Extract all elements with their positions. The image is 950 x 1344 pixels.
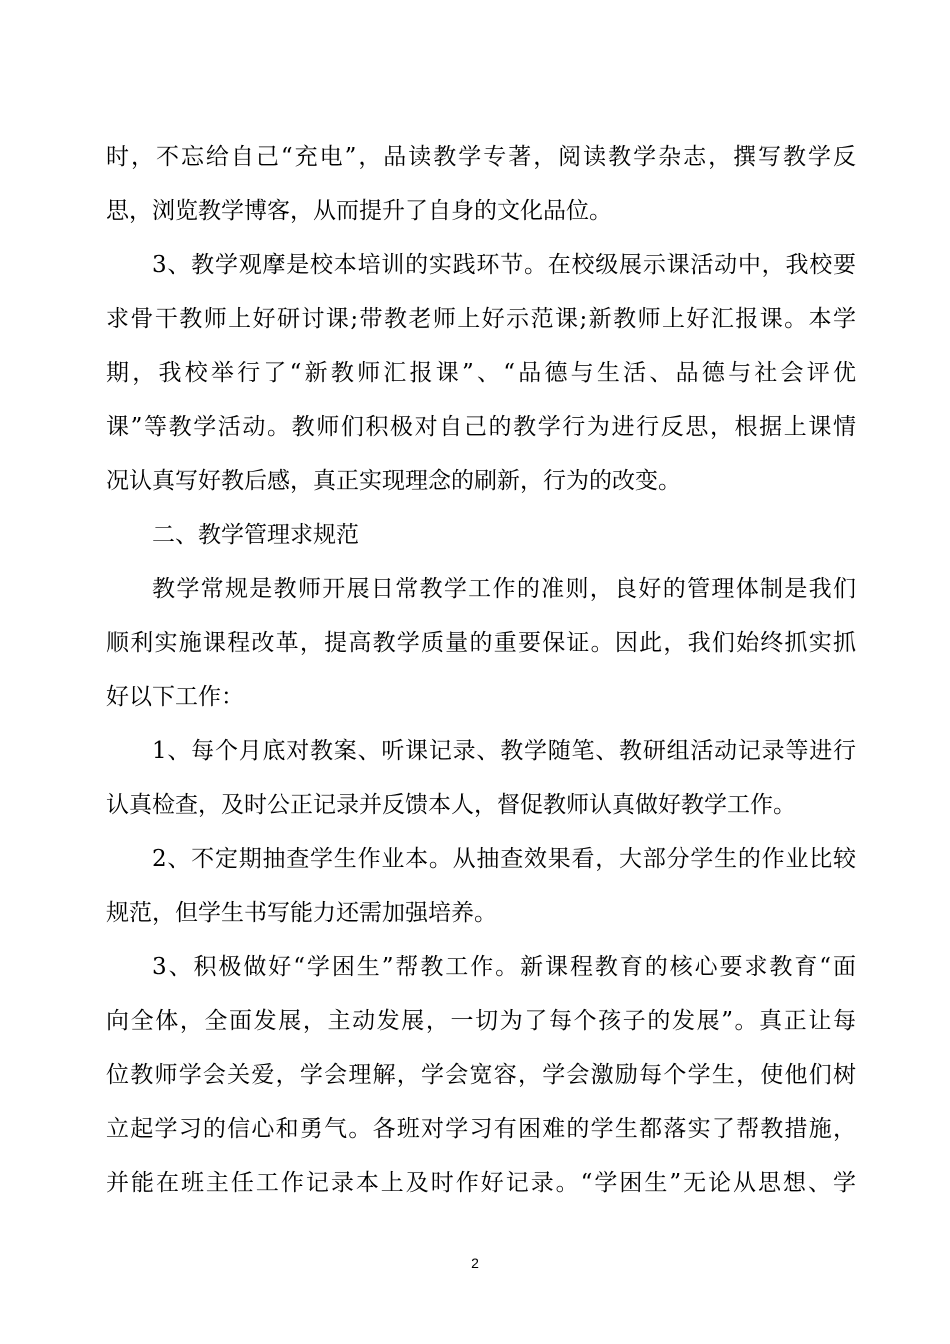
text-line: 2、不定期抽查学生作业本。从抽查效果看，大部分学生的作业比较 bbox=[152, 846, 856, 872]
text-line: 1、每个月底对教案、听课记录、教学随笔、教研组活动记录等进行 bbox=[152, 738, 856, 764]
text-line: 思，浏览教学博客，从而提升了自身的文化品位。 bbox=[106, 198, 612, 224]
text-line: 好以下工作： bbox=[106, 684, 244, 710]
text-line: 求骨干教师上好研讨课;带教老师上好示范课;新教师上好汇报课。本学 bbox=[106, 306, 856, 332]
text-line: 3、积极做好“学困生”帮教工作。新课程教育的核心要求教育“面 bbox=[152, 954, 856, 980]
text-line: 认真检查，及时公正记录并反馈本人，督促教师认真做好教学工作。 bbox=[106, 792, 796, 818]
text-line: 向全体，全面发展，主动发展，一切为了每个孩子的发展”。真正让每 bbox=[106, 1008, 856, 1034]
text-line: 课”等教学活动。教师们积极对自己的教学行为进行反思，根据上课情 bbox=[106, 414, 856, 440]
section-heading: 二、教学管理求规范 bbox=[152, 522, 359, 548]
text-line: 期，我校举行了“新教师汇报课”、“品德与生活、品德与社会评优 bbox=[106, 360, 856, 386]
page-number: 2 bbox=[471, 1255, 479, 1271]
text-line: 3、教学观摩是校本培训的实践环节。在校级展示课活动中，我校要 bbox=[152, 252, 856, 278]
text-line: 位教师学会关爱，学会理解，学会宽容，学会激励每个学生，使他们树 bbox=[106, 1062, 856, 1088]
text-line: 时，不忘给自己“充电”，品读教学专著，阅读教学杂志，撰写教学反 bbox=[106, 144, 856, 170]
text-line: 立起学习的信心和勇气。各班对学习有困难的学生都落实了帮教措施， bbox=[106, 1116, 856, 1142]
text-line: 况认真写好教后感，真正实现理念的刷新，行为的改变。 bbox=[106, 468, 681, 494]
text-line: 并能在班主任工作记录本上及时作好记录。“学困生”无论从思想、学 bbox=[106, 1170, 856, 1196]
text-line: 规范，但学生书写能力还需加强培养。 bbox=[106, 900, 497, 926]
text-line: 顺利实施课程改革，提高教学质量的重要保证。因此，我们始终抓实抓 bbox=[106, 630, 856, 656]
text-line: 教学常规是教师开展日常教学工作的准则，良好的管理体制是我们 bbox=[152, 576, 856, 602]
